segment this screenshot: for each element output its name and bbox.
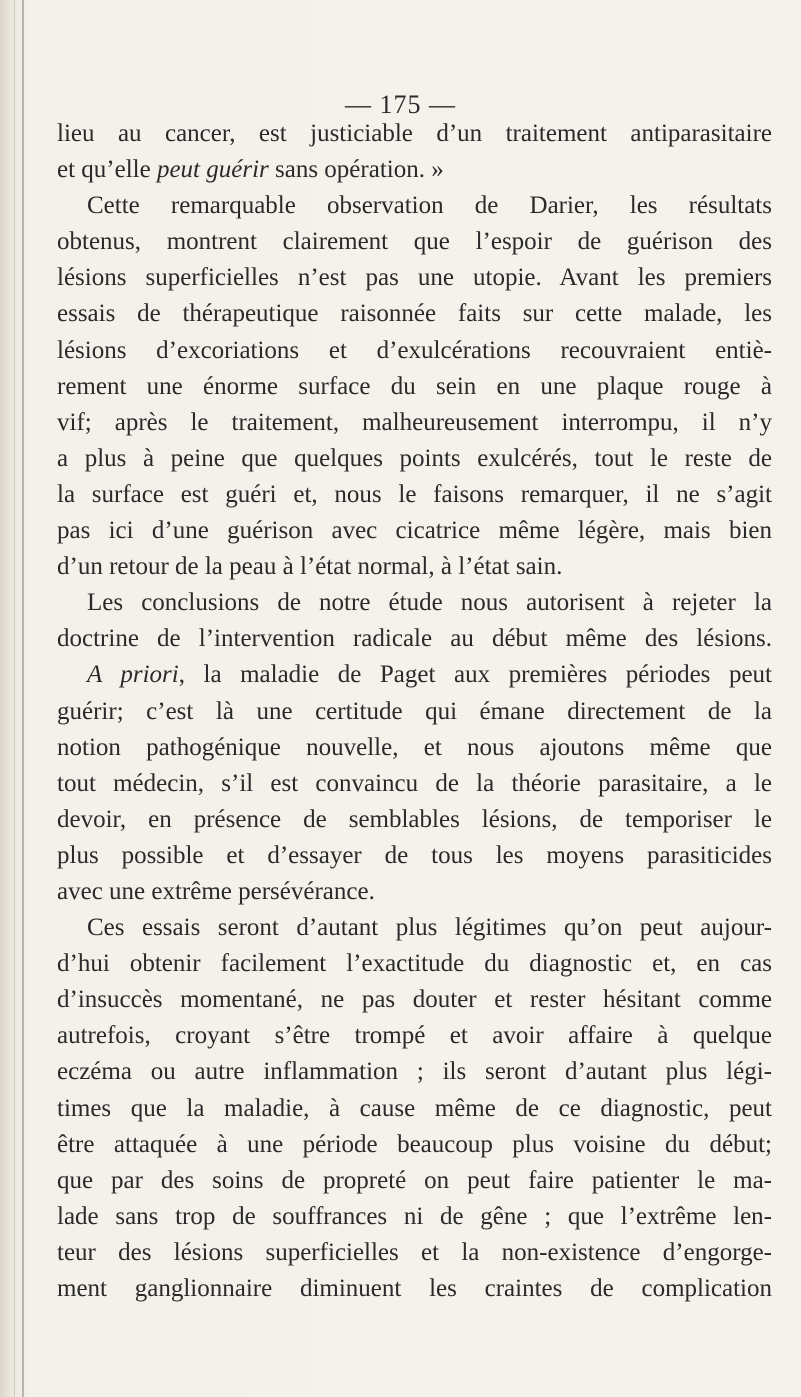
body-text: [57, 116, 772, 1307]
page-number: — 175 —: [345, 90, 456, 119]
text-line: d’hui obtenir facilement l’exactitude du diagnostic et, en cas: [57, 950, 772, 978]
text-line: plus possible et d’essayer de tous les moyens parasiticides: [57, 841, 772, 869]
text-line: [57, 152, 772, 188]
text-segment: sans opération. »: [268, 156, 444, 184]
text-line: d’un retour de la peau à l’état normal, à l’état sain.: [57, 553, 563, 581]
text-line: essais de thérapeutique raisonnée faits sur cette malade, les: [57, 300, 772, 328]
text-line: teur des lésions superficielles et la non-existence d’engorge-: [57, 1238, 772, 1266]
text-line: [57, 657, 772, 693]
text-line: Ces essais seront d’autant plus légitimes qu’on peut aujour-: [87, 914, 772, 942]
text-line: devoir, en présence de semblables lésions, de temporiser le: [57, 805, 772, 833]
text-line: ment ganglionnaire diminuent les craintes de complication: [57, 1275, 772, 1302]
text-line: vif; après le traitement, malheureusement interrompu, il n’y: [57, 408, 772, 436]
text-segment: , la maladie de Paget aux premières périodes peut: [178, 661, 772, 689]
text-line: que par des soins de propreté on peut faire patienter le ma-: [57, 1166, 772, 1194]
text-line: avec une extrême persévérance.: [57, 877, 375, 905]
text-line: a plus à peine que quelques points exulcérés, tout le reste de: [57, 444, 772, 472]
text-line: Cette remarquable observation de Darier, les résultats: [87, 192, 772, 220]
binding-edge-shadow: [14, 0, 15, 1397]
italic-text: peut guérir: [156, 156, 269, 184]
text-line: tout médecin, s’il est convaincu de la théorie parasitaire, a le: [57, 769, 772, 797]
text-line: lieu au cancer, est justiciable d’un traitement antiparasitaire: [57, 120, 772, 147]
text-line: lade sans trop de souffrances ni de gêne ; que l’extrême len-: [57, 1202, 772, 1230]
text-segment: et qu’elle: [57, 156, 157, 184]
text-line: la surface est guéri et, nous le faisons remarquer, il ne s’agit: [57, 480, 772, 508]
text-line: obtenus, montrent clairement que l’espoir de guérison des: [57, 228, 772, 256]
text-line: rement une énorme surface du sein en une plaque rouge à: [57, 372, 772, 400]
text-line: Les conclusions de notre étude nous autorisent à rejeter la: [87, 589, 772, 617]
text-line: pas ici d’une guérison avec cicatrice même légère, mais bien: [57, 517, 772, 545]
text-line: d’insuccès momentané, ne pas douter et rester hésitant comme: [57, 986, 772, 1014]
text-line: notion pathogénique nouvelle, et nous ajoutons même que: [57, 733, 772, 761]
text-line: eczéma ou autre inflammation ; ils seront d’autant plus légi-: [57, 1058, 772, 1086]
text-line: lésions superficielles n’est pas une utopie. Avant les premiers: [57, 264, 772, 292]
text-line: guérir; c’est là une certitude qui émane directement de la: [57, 697, 772, 725]
text-line: times que la maladie, à cause même de ce diagnostic, peut: [57, 1094, 772, 1122]
text-line: lésions d’excoriations et d’exulcérations recouvraient entiè-: [57, 336, 772, 364]
text-line: doctrine de l’intervention radicale au début même des lésions.: [57, 625, 772, 653]
text-line: autrefois, croyant s’être trompé et avoir affaire à quelque: [57, 1022, 772, 1050]
italic-text: A priori: [87, 661, 179, 689]
binding-edge-line: [22, 0, 24, 1397]
text-line: être attaquée à une période beaucoup plus voisine du début;: [57, 1130, 772, 1158]
